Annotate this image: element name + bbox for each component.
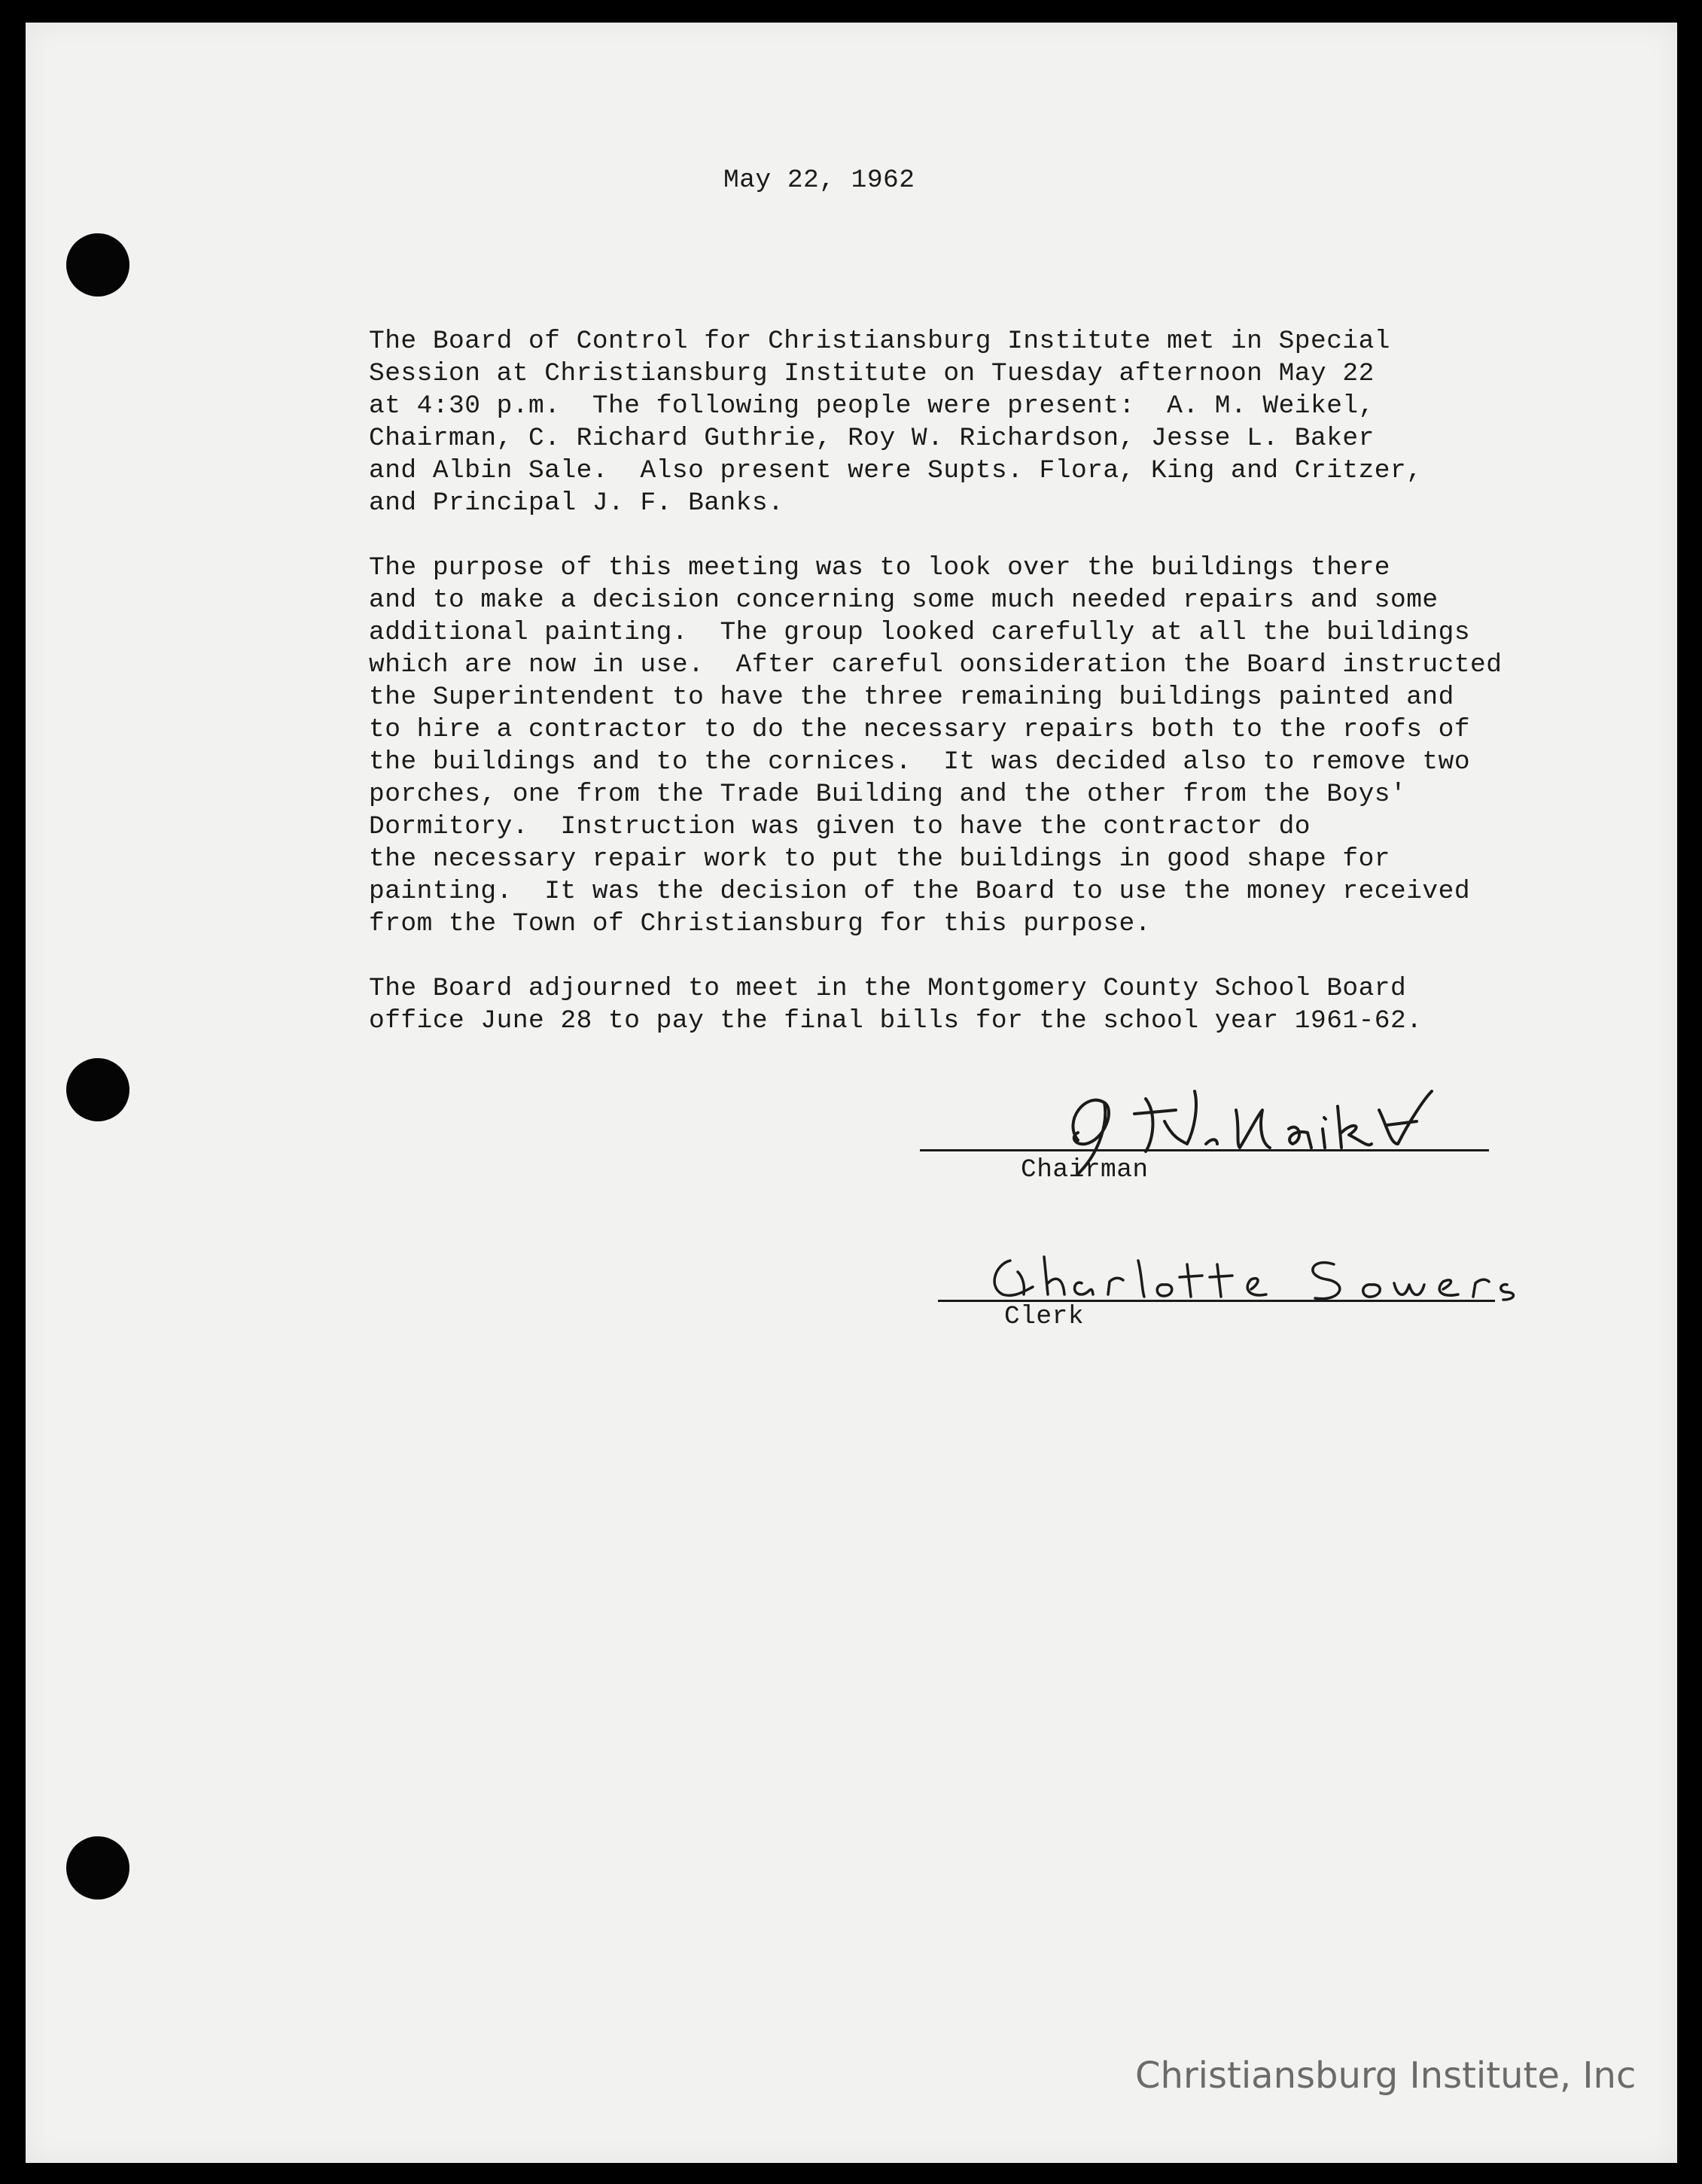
text-line: and to make a decision concerning some much needed repairs and some <box>369 586 1439 615</box>
punch-hole-bottom <box>66 1836 129 1900</box>
text-line: painting. It was the decision of the Board to use the money received <box>369 877 1471 906</box>
text-line: Chairman, C. Richard Guthrie, Roy W. Richardson, Jesse L. Baker <box>369 424 1375 453</box>
punch-hole-top <box>66 233 129 297</box>
chairman-signature-line <box>920 1149 1489 1151</box>
text-line: to hire a contractor to do the necessary repairs both to the roofs of <box>369 715 1471 744</box>
text-line: the Superintendent to have the three remaining buildings painted and <box>369 683 1454 712</box>
text-line: porches, one from the Trade Building and the other from the Boys' <box>369 780 1407 809</box>
document-body <box>369 325 1633 1069</box>
text-line: The purpose of this meeting was to look over the buildings there <box>369 553 1391 583</box>
watermark: Christiansburg Institute, Inc <box>1135 2055 1637 2097</box>
punch-hole-middle <box>66 1058 129 1121</box>
text-line: the buildings and to the cornices. It was decided also to remove two <box>369 747 1471 777</box>
chairman-label: Chairman <box>1021 1155 1149 1185</box>
clerk-label: Clerk <box>1004 1302 1085 1331</box>
text-line: Dormitory. Instruction was given to have the contractor do <box>369 812 1311 841</box>
paper-sheet <box>26 23 1677 2163</box>
text-line: and Albin Sale. Also present were Supts. Flora, King and Critzer, <box>369 456 1423 485</box>
text-line: the necessary repair work to put the buildings in good shape for <box>369 844 1391 874</box>
text-line: which are now in use. After careful oonsideration the Board instructed <box>369 650 1503 680</box>
text-line: from the Town of Christiansburg for this purpose. <box>369 909 1151 938</box>
text-line: The Board of Control for Christiansburg Institute met in Special <box>369 327 1391 356</box>
paragraph-3 <box>369 972 1633 1037</box>
document-date: May 22, 1962 <box>723 166 915 195</box>
paragraph-1 <box>369 325 1633 519</box>
text-line: at 4:30 p.m. The following people were present: A. M. Weikel, <box>369 391 1375 421</box>
text-line: office June 28 to pay the final bills for the school year 1961-62. <box>369 1006 1423 1036</box>
text-line: The Board adjourned to meet in the Montgomery County School Board <box>369 974 1407 1003</box>
paragraph-2 <box>369 552 1633 940</box>
text-line: and Principal J. F. Banks. <box>369 488 784 518</box>
text-line: additional painting. The group looked carefully at all the buildings <box>369 618 1471 647</box>
text-line: Session at Christiansburg Institute on Tuesday afternoon May 22 <box>369 359 1375 388</box>
